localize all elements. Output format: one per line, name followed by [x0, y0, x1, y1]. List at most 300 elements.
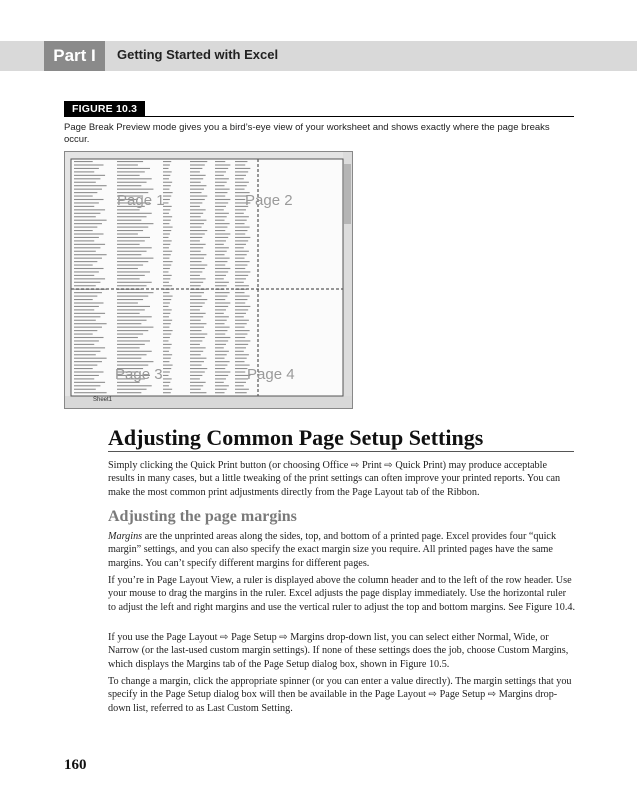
cell-text: [215, 258, 230, 259]
figure-rule: [64, 116, 574, 117]
cell-text: [235, 382, 246, 383]
cell-text: [74, 185, 107, 186]
cell-text: [117, 309, 145, 310]
cell-text: [117, 389, 147, 390]
cell-text: [74, 323, 107, 324]
cell-text: [117, 223, 153, 224]
cell-text: [215, 178, 229, 179]
cell-text: [215, 334, 225, 335]
cell-text: [163, 175, 170, 176]
cell-text: [235, 285, 249, 286]
cell-text: [190, 330, 202, 331]
cell-text: [235, 175, 246, 176]
cell-text: [163, 271, 169, 272]
cell-text: [163, 237, 169, 238]
margins-paragraph-text: are the unprinted areas along the sides, top, and bottom of a printed page. Excel provides four “quick margin” settings, and you can also specify the exact margin size you require. All printed pages have the same margins. You can’t specify different margins for different pages.: [108, 531, 557, 569]
cell-text: [235, 389, 249, 390]
cell-text: [215, 216, 227, 217]
cell-text: [190, 258, 204, 259]
subsection-title: Adjusting the page margins: [108, 508, 297, 525]
cell-text: [215, 230, 225, 231]
cell-text: [235, 261, 250, 262]
cell-text: [235, 237, 250, 238]
cell-text: [74, 316, 100, 317]
cell-text: [235, 258, 245, 259]
cell-text: [117, 330, 148, 331]
cell-text: [235, 244, 246, 245]
cell-text: [215, 313, 224, 314]
cell-text: [163, 164, 170, 165]
cell-text: [190, 268, 205, 269]
cell-text: [117, 237, 150, 238]
cell-text: [74, 220, 107, 221]
cell-text: [163, 185, 171, 186]
cell-text: [163, 389, 172, 390]
cell-text: [235, 199, 245, 200]
cell-text: [235, 313, 246, 314]
cell-text: [235, 182, 249, 183]
cell-text: [74, 230, 93, 231]
figure-label: FIGURE 10.3: [64, 101, 145, 117]
cell-text: [163, 285, 172, 286]
cell-text: [163, 265, 171, 266]
cell-text: [190, 251, 201, 252]
cell-text: [215, 378, 226, 379]
cell-text: [117, 282, 152, 283]
cell-text: [235, 268, 245, 269]
cell-text: [74, 320, 96, 321]
margins-term: Margins: [108, 531, 143, 542]
part-label: Part I: [44, 41, 105, 71]
cell-text: [163, 320, 172, 321]
cell-text: [215, 206, 226, 207]
cell-text: [190, 189, 204, 190]
cell-text: [74, 382, 105, 383]
cell-text: [74, 368, 93, 369]
cell-text: [190, 375, 202, 376]
scrollbar-thumb: [344, 164, 351, 224]
cell-text: [190, 392, 206, 393]
cell-text: [74, 351, 100, 352]
row-header-strip: [65, 152, 71, 396]
cell-text: [215, 227, 227, 228]
cell-text: [74, 244, 105, 245]
cell-text: [190, 261, 202, 262]
page-2-label: Page 2: [245, 192, 293, 209]
cell-text: [190, 265, 207, 266]
cell-text: [163, 220, 171, 221]
page-4-label: Page 4: [247, 366, 295, 383]
cell-text: [74, 213, 100, 214]
cell-text: [235, 292, 245, 293]
cell-text: [235, 265, 247, 266]
cell-text: [163, 306, 169, 307]
cell-text: [215, 385, 229, 386]
cell-text: [235, 344, 248, 345]
cell-text: [190, 185, 206, 186]
cell-text: [215, 282, 229, 283]
cell-text: [190, 227, 202, 228]
cell-text: [190, 385, 203, 386]
cell-text: [190, 320, 201, 321]
cell-text: [215, 168, 228, 169]
cell-text: [190, 378, 200, 379]
cell-text: [163, 261, 173, 262]
cell-text: [163, 254, 171, 255]
cell-text: [235, 227, 250, 228]
cell-text: [117, 292, 153, 293]
page-number: 160: [64, 757, 87, 773]
cell-text: [190, 347, 206, 348]
cell-text: [163, 382, 170, 383]
cell-text: [215, 220, 225, 221]
cell-text: [74, 175, 105, 176]
cell-text: [74, 189, 102, 190]
cell-text: [117, 213, 152, 214]
cell-text: [190, 358, 206, 359]
cell-text: [215, 392, 225, 393]
cell-text: [190, 285, 201, 286]
cell-text: [215, 306, 228, 307]
cell-text: [190, 230, 207, 231]
cell-text: [215, 344, 226, 345]
cell-text: [215, 223, 230, 224]
cell-text: [215, 164, 230, 165]
cell-text: [74, 296, 97, 297]
cell-text: [74, 240, 94, 241]
cell-text: [163, 375, 169, 376]
cell-text: [215, 320, 227, 321]
cell-text: [74, 340, 99, 341]
cell-text: [117, 233, 138, 234]
cell-text: [235, 392, 247, 393]
cell-text: [74, 313, 105, 314]
cell-text: [163, 168, 169, 169]
cell-text: [117, 164, 138, 165]
cell-text: [117, 354, 147, 355]
cell-text: [117, 216, 147, 217]
cell-text: [235, 223, 245, 224]
cell-text: [190, 389, 201, 390]
cell-text: [190, 316, 203, 317]
cell-text: [163, 233, 170, 234]
cell-text: [215, 340, 228, 341]
cell-text: [117, 340, 150, 341]
cell-text: [235, 171, 248, 172]
cell-text: [215, 371, 230, 372]
cell-text: [163, 189, 169, 190]
cell-text: [190, 309, 200, 310]
cell-text: [235, 371, 245, 372]
cell-text: [117, 358, 141, 359]
cell-text: [215, 185, 225, 186]
section-rule: [108, 451, 574, 452]
print-area-border: [71, 159, 343, 396]
cell-text: [74, 385, 100, 386]
cell-text: [190, 327, 204, 328]
cell-text: [235, 240, 248, 241]
dropdown-paragraph: If you use the Page Layout ⇨ Page Setup ⇨ Margins drop-down list, you can select either Normal, Wide, or Narrow (or the last-used custom margin settings). If none of these settings does the job, choose Custom Margins, which displays the Margins tab of the Page Setup dialog box, shown in Figure 10.5.: [108, 632, 569, 670]
cell-text: [163, 278, 170, 279]
cell-text: [163, 371, 170, 372]
cell-text: [163, 230, 171, 231]
cell-text: [74, 337, 104, 338]
page-1-label: Page 1: [117, 192, 165, 209]
cell-text: [235, 330, 250, 331]
cell-text: [235, 251, 249, 252]
cell-text: [117, 347, 140, 348]
cell-text: [235, 164, 245, 165]
cell-text: [163, 258, 169, 259]
cell-text: [235, 340, 250, 341]
cell-text: [190, 244, 206, 245]
cell-text: [117, 227, 148, 228]
figure-caption: Page Break Preview mode gives you a bird’s-eye view of your worksheet and shows exactly where the page breaks occur.: [64, 122, 550, 145]
cell-text: [74, 171, 94, 172]
cell-text: [235, 368, 247, 369]
cell-text: [235, 216, 249, 217]
cell-text: [163, 368, 171, 369]
cell-text: [215, 296, 227, 297]
cell-text: [235, 327, 245, 328]
cell-text: [117, 313, 140, 314]
cell-text: [163, 282, 169, 283]
chapter-title: Getting Started with Excel: [117, 47, 279, 62]
section-title: Adjusting Common Page Setup Settings: [108, 425, 484, 450]
cell-text: [74, 223, 102, 224]
cell-text: [235, 271, 250, 272]
cell-text: [215, 161, 225, 162]
cell-text: [163, 351, 169, 352]
cell-text: [74, 161, 93, 162]
cell-text: [117, 230, 143, 231]
cell-text: [215, 237, 228, 238]
cell-text: [117, 185, 141, 186]
cell-text: [117, 168, 150, 169]
cell-text: [235, 220, 247, 221]
cell-text: [163, 244, 170, 245]
cell-text: [117, 171, 145, 172]
cell-text: [74, 302, 104, 303]
cell-text: [215, 351, 229, 352]
cell-text: [117, 265, 143, 266]
cell-text: [117, 209, 140, 210]
cell-text: [74, 327, 102, 328]
cell-text: [74, 292, 102, 293]
cell-text: [190, 275, 200, 276]
cell-text: [190, 171, 200, 172]
cell-text: [74, 199, 104, 200]
spinner-paragraph: To change a margin, click the appropriate spinner (or you can enter a value directly). The margin settings that you specify in the Page Setup dialog box will then be available in the Page Layout ⇨ Page Setup ⇨ Margins drop-down list, referred to as Last Custom Setting.: [108, 676, 572, 714]
cell-text: [117, 189, 153, 190]
cell-text: [117, 278, 140, 279]
cell-text: [163, 316, 169, 317]
cell-text: [117, 392, 141, 393]
cell-text: [215, 199, 230, 200]
cell-text: [190, 282, 203, 283]
cell-text: [190, 337, 205, 338]
cell-text: [74, 282, 100, 283]
cell-text: [190, 254, 206, 255]
cell-text: [163, 178, 169, 179]
cell-text: [163, 227, 173, 228]
cell-text: [117, 351, 152, 352]
cell-text: [163, 209, 170, 210]
cell-text: [235, 358, 247, 359]
cell-text: [235, 296, 250, 297]
cell-text: [235, 320, 249, 321]
cell-text: [74, 216, 96, 217]
cell-text: [235, 213, 244, 214]
cell-text: [190, 365, 202, 366]
cell-text: [74, 392, 107, 393]
cell-text: [235, 161, 247, 162]
cell-text: [215, 330, 227, 331]
cell-text: [235, 282, 244, 283]
cell-text: [74, 309, 94, 310]
cell-text: [215, 175, 224, 176]
cell-text: [74, 268, 104, 269]
cell-text: [163, 323, 171, 324]
cell-text: [163, 313, 170, 314]
cell-text: [163, 361, 169, 362]
cell-text: [74, 347, 105, 348]
cell-text: [215, 347, 224, 348]
cell-text: [215, 337, 230, 338]
cell-text: [74, 202, 99, 203]
cell-text: [215, 278, 224, 279]
cell-text: [190, 202, 202, 203]
cell-text: [74, 389, 96, 390]
cell-text: [235, 230, 247, 231]
page-3-label: Page 3: [115, 366, 163, 383]
cell-text: [215, 192, 227, 193]
cell-text: [235, 361, 245, 362]
cell-text: [74, 247, 100, 248]
cell-text: [235, 334, 247, 335]
cell-text: [163, 223, 169, 224]
cell-text: [215, 316, 229, 317]
cell-text: [190, 278, 206, 279]
cell-text: [190, 164, 205, 165]
cell-text: [235, 299, 247, 300]
cell-text: [163, 299, 171, 300]
cell-text: [190, 175, 206, 176]
cell-text: [74, 299, 93, 300]
cell-text: [117, 334, 143, 335]
cell-text: [215, 265, 225, 266]
cell-text: [163, 268, 170, 269]
cell-text: [215, 196, 225, 197]
cell-text: [117, 361, 153, 362]
cell-text: [117, 268, 138, 269]
cell-text: [163, 302, 170, 303]
cell-text: [215, 202, 228, 203]
cell-text: [235, 185, 247, 186]
cell-text: [163, 171, 172, 172]
cell-text: [190, 306, 202, 307]
cell-text: [190, 161, 207, 162]
cell-text: [117, 271, 150, 272]
cell-text: [215, 171, 226, 172]
cell-text: [74, 358, 107, 359]
cell-text: [215, 254, 225, 255]
cell-text: [117, 320, 147, 321]
cell-text: [117, 182, 147, 183]
cell-text: [163, 275, 172, 276]
cell-text: [215, 251, 227, 252]
ruler-paragraph: If you’re in Page Layout View, a ruler is displayed above the column header and to the left of the row header. Use your mouse to drag the margins in the ruler. Excel adjusts the page display immediately. Use the horizontal ruler to adjust the left and right margins and use the vertical ruler to adjust the top and bottom margins. See Figure 10.4.: [108, 575, 576, 613]
cell-text: [215, 182, 227, 183]
cell-text: [190, 313, 206, 314]
cell-text: [190, 302, 205, 303]
cell-text: [74, 178, 100, 179]
cell-text: [215, 275, 226, 276]
cell-text: [235, 278, 246, 279]
cell-text: [117, 299, 143, 300]
cell-text: [117, 175, 140, 176]
cell-text: [190, 206, 200, 207]
cell-text: [117, 251, 147, 252]
sheet-tab: Sheet1: [93, 397, 113, 403]
cell-text: [163, 365, 173, 366]
cell-text: [190, 299, 207, 300]
cell-text: [117, 258, 153, 259]
cell-text: [74, 261, 97, 262]
cell-text: [235, 323, 247, 324]
cell-text: [117, 323, 141, 324]
cell-text: [74, 168, 99, 169]
cell-text: [215, 361, 230, 362]
cell-text: [74, 365, 97, 366]
cell-text: [190, 371, 205, 372]
cell-text: [117, 178, 152, 179]
cell-text: [190, 271, 202, 272]
cell-text: [117, 316, 152, 317]
cell-text: [215, 327, 230, 328]
cell-text: [215, 213, 229, 214]
cell-text: [190, 361, 204, 362]
cell-text: [190, 199, 205, 200]
cell-text: [74, 330, 97, 331]
cell-text: [74, 251, 96, 252]
cell-text: [215, 354, 227, 355]
cell-text: [215, 368, 225, 369]
cell-text: [74, 278, 105, 279]
cell-text: [74, 209, 105, 210]
cell-text: [235, 302, 245, 303]
cell-text: [74, 371, 104, 372]
cell-text: [163, 240, 172, 241]
cell-text: [163, 378, 172, 379]
cell-text: [215, 365, 227, 366]
cell-text: [163, 344, 172, 345]
cell-text: [117, 240, 145, 241]
cell-text: [235, 275, 248, 276]
worksheet-grid: [65, 152, 352, 408]
cell-text: [190, 344, 200, 345]
cell-text: [215, 209, 224, 210]
cell-text: [190, 196, 207, 197]
cell-text: [215, 358, 225, 359]
cell-text: [235, 337, 245, 338]
cell-text: [74, 306, 99, 307]
cell-text: [74, 237, 99, 238]
cell-text: [163, 251, 172, 252]
cell-text: [190, 216, 201, 217]
cell-text: [190, 223, 204, 224]
cell-text: [235, 306, 250, 307]
